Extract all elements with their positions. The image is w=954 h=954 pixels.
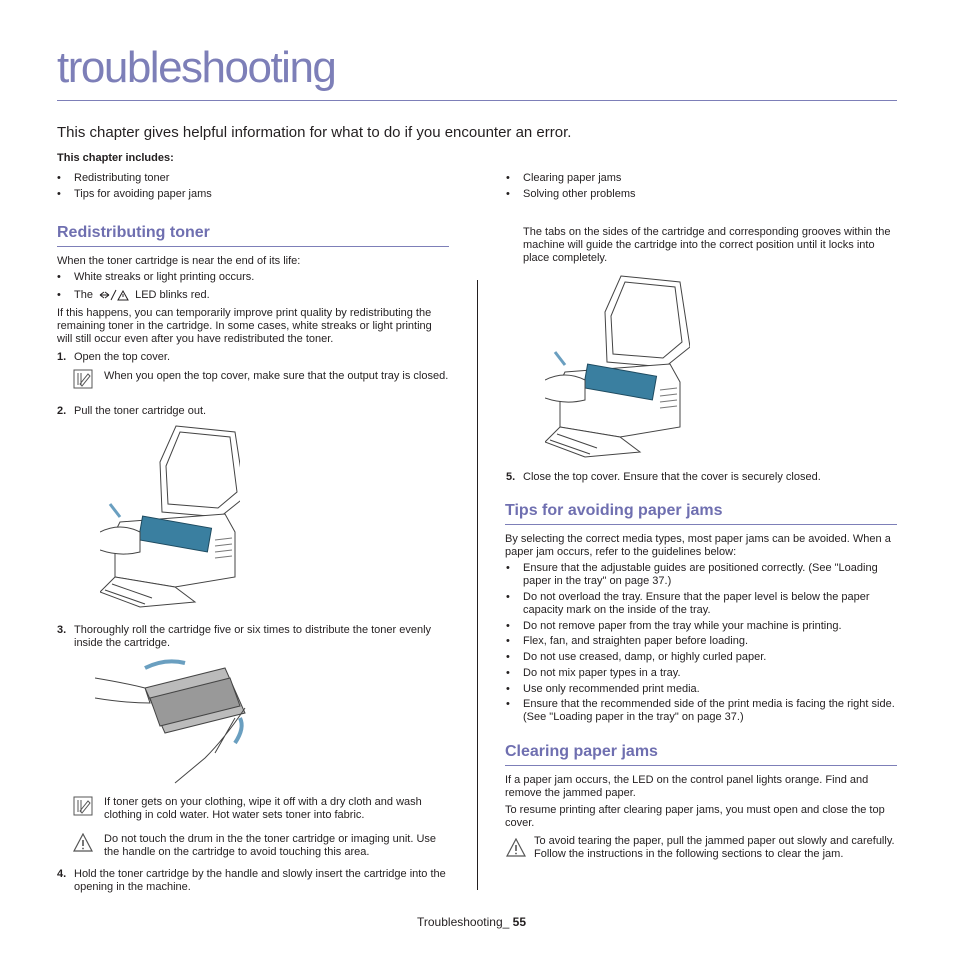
title-rule bbox=[57, 100, 897, 101]
note-icon bbox=[73, 369, 93, 389]
caution-icon bbox=[506, 838, 526, 858]
includes-item[interactable]: • Tips for avoiding paper jams bbox=[74, 188, 212, 201]
page-footer bbox=[417, 915, 526, 929]
redistributing-bullet: • White streaks or light printing occurs. bbox=[74, 271, 254, 284]
includes-item[interactable]: • Solving other problems bbox=[523, 188, 636, 201]
bullet-text-pre: The bbox=[74, 289, 93, 301]
includes-label: This chapter includes: bbox=[57, 152, 174, 164]
bullet-text-post: LED blinks red. bbox=[135, 289, 210, 301]
step-number: 3. bbox=[57, 624, 67, 636]
column-divider bbox=[477, 280, 478, 890]
step-number: 4. bbox=[57, 868, 67, 880]
note-icon bbox=[73, 796, 93, 816]
step-number: 1. bbox=[57, 351, 67, 363]
tips-item: • Ensure that the adjustable guides are positioned correctly. (See "Loading paper in the tray" on page 37.) bbox=[523, 562, 898, 588]
tips-item: • Do not use creased, damp, or highly curled paper. bbox=[523, 651, 898, 664]
chapter-intro: This chapter gives helpful information for what to do if you encounter an error. bbox=[57, 124, 572, 141]
redistributing-bullet bbox=[74, 289, 210, 302]
section-heading-tips: Tips for avoiding paper jams bbox=[505, 502, 723, 519]
tips-item: • Do not remove paper from the tray while your machine is printing. bbox=[523, 620, 898, 633]
printer-cartridge-removal-illustration bbox=[100, 422, 240, 612]
section-heading-redistributing: Redistributing toner bbox=[57, 224, 210, 241]
tips-item: • Flex, fan, and straighten paper before loading. bbox=[523, 635, 898, 648]
step-text: Open the top cover. bbox=[74, 351, 171, 363]
step-text: Thoroughly roll the cartridge five or six times to distribute the toner evenly inside the cartridge. bbox=[74, 624, 432, 649]
tips-intro: By selecting the correct media types, most paper jams can be avoided. When a paper jam occurs, refer to the guidelines below: bbox=[505, 533, 891, 558]
redistributing-intro: When the toner cartridge is near the end of its life: bbox=[57, 255, 301, 267]
step-text: Close the top cover. Ensure that the cover is securely closed. bbox=[523, 471, 821, 483]
note-text: If toner gets on your clothing, wipe it off with a dry cloth and wash clothing in cold water. Hot water sets toner into fabric. bbox=[104, 796, 422, 821]
caution-icon bbox=[73, 833, 93, 853]
tips-item: • Ensure that the recommended side of the print media is facing the right side. (See "Loading paper in the tray" on page 37.) bbox=[523, 698, 898, 724]
tips-item: • Do not mix paper types in a tray. bbox=[523, 667, 898, 680]
step-text: Hold the toner cartridge by the handle and slowly insert the cartridge into the opening in the machine. bbox=[74, 868, 446, 893]
caution-text: Do not touch the drum in the the toner cartridge or imaging unit. Use the handle on the cartridge to avoid touching this area. bbox=[104, 833, 437, 858]
footer-label: Troubleshooting_ bbox=[417, 915, 510, 929]
page-number: 55 bbox=[512, 915, 526, 929]
toner-led-icon bbox=[98, 289, 130, 301]
step-number: 5. bbox=[506, 471, 516, 483]
section-heading-clearing: Clearing paper jams bbox=[505, 743, 658, 760]
tabs-paragraph: The tabs on the sides of the cartridge and corresponding grooves within the machine will guide the cartridge into the correct position until it locks into place completely. bbox=[523, 226, 891, 264]
heading-rule bbox=[505, 524, 897, 525]
clearing-paragraph: If a paper jam occurs, the LED on the control panel lights orange. Find and remove the jammed paper. bbox=[505, 774, 869, 799]
heading-rule bbox=[57, 246, 449, 247]
includes-item[interactable]: • Redistributing toner bbox=[74, 172, 169, 185]
note-text: When you open the top cover, make sure that the output tray is closed. bbox=[104, 370, 449, 382]
redistributing-paragraph: If this happens, you can temporarily improve print quality by redistributing the remaining toner in the cartridge. In some cases, white streaks or light printing will still occur even after you have redistributed the toner. bbox=[57, 307, 432, 345]
step-text: Pull the toner cartridge out. bbox=[74, 405, 207, 417]
caution-text: To avoid tearing the paper, pull the jammed paper out slowly and carefully. Follow the instructions in the following sections to clear the jam. bbox=[534, 835, 895, 860]
step-number: 2. bbox=[57, 405, 67, 417]
tips-item: • Do not overload the tray. Ensure that the paper level is below the paper capacity mark on the inside of the tray. bbox=[523, 591, 898, 617]
cartridge-shaking-illustration bbox=[95, 658, 255, 788]
printer-cartridge-insert-illustration bbox=[545, 272, 690, 464]
tips-item: • Use only recommended print media. bbox=[523, 683, 898, 696]
includes-item[interactable]: • Clearing paper jams bbox=[523, 172, 621, 185]
clearing-paragraph: To resume printing after clearing paper jams, you must open and close the top cover. bbox=[505, 804, 885, 829]
page-title: troubleshooting bbox=[57, 43, 336, 92]
heading-rule bbox=[505, 765, 897, 766]
